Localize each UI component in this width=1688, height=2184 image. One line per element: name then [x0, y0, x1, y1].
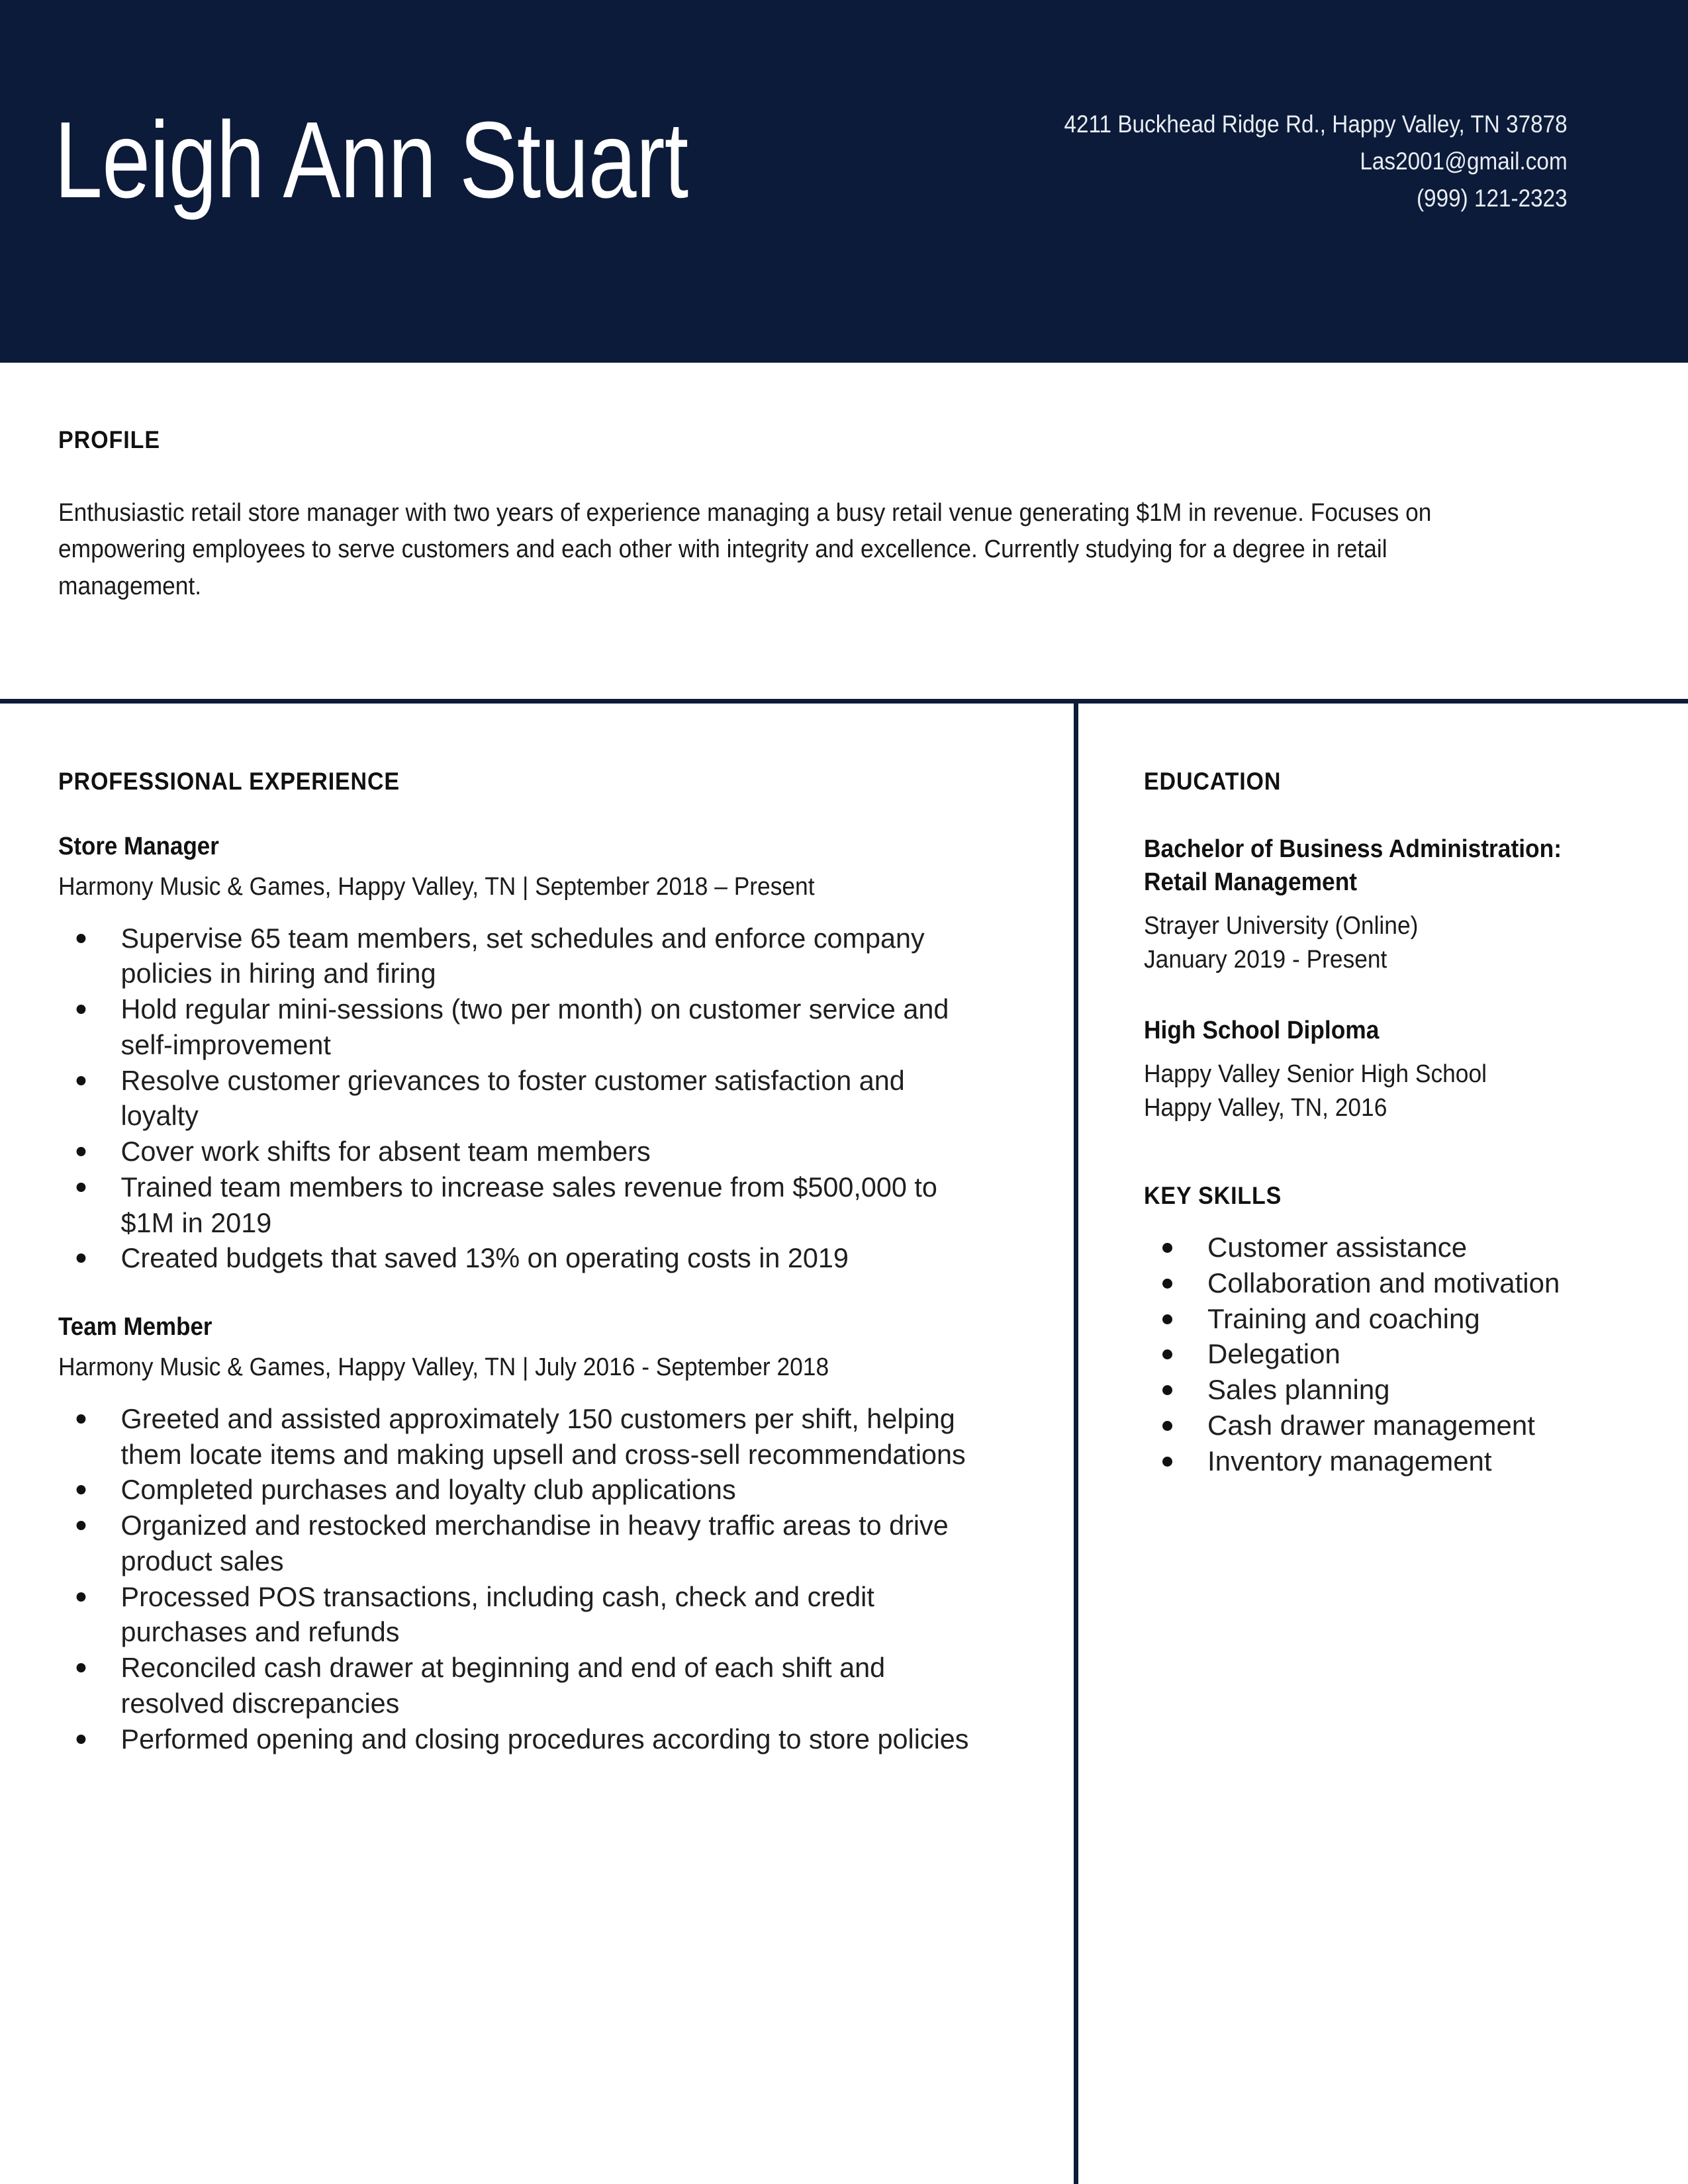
- list-item-text: Sales planning: [1207, 1374, 1390, 1406]
- bullet-dot-icon: [1162, 1457, 1172, 1467]
- job-title: Store Manager: [58, 833, 219, 860]
- list-item: [1144, 1443, 1634, 1479]
- skills-heading: KEY SKILLS: [1144, 1182, 1282, 1210]
- education-school: Strayer University (Online): [1144, 912, 1419, 940]
- list-item-text: Organized and restocked merchandise in heavy traffic areas to drive product sales: [120, 1510, 949, 1576]
- bullet-dot-icon: [77, 1663, 86, 1672]
- page-title: Leigh Ann Stuart: [54, 99, 688, 220]
- list-item: [1144, 1336, 1634, 1372]
- bullet-dot-icon: [1162, 1421, 1172, 1431]
- list-item-text: Reconciled cash drawer at beginning and end of each shift and resolved discrepancies: [120, 1652, 886, 1719]
- education-heading: EDUCATION: [1144, 768, 1282, 795]
- bullet-dot-icon: [77, 1735, 86, 1744]
- horizontal-divider: [0, 699, 1688, 704]
- job-meta: Harmony Music & Games, Happy Valley, TN | September 2018 – Present: [58, 873, 815, 901]
- experience-entry: [58, 833, 985, 1276]
- contact-address: 4211 Buckhead Ridge Rd., Happy Valley, TN 37878: [1064, 111, 1568, 138]
- experience-entry: [58, 1313, 985, 1756]
- list-item-text: Collaboration and motivation: [1207, 1267, 1560, 1298]
- list-item-text: Delegation: [1207, 1338, 1340, 1370]
- sidebar-column: [1144, 704, 1634, 1479]
- list-item-text: Resolve customer grievances to foster customer satisfaction and loyalty: [120, 1064, 905, 1132]
- profile-section: [0, 363, 1688, 700]
- bullet-dot-icon: [1162, 1385, 1172, 1395]
- job-meta: Harmony Music & Games, Happy Valley, TN | July 2016 - September 2018: [58, 1353, 829, 1382]
- bullet-dot-icon: [1162, 1314, 1172, 1324]
- list-item: [58, 921, 971, 992]
- bullet-dot-icon: [77, 1076, 86, 1085]
- bullet-dot-icon: [77, 1183, 86, 1192]
- bullet-dot-icon: [77, 1005, 86, 1014]
- job-title: Team Member: [58, 1313, 212, 1342]
- bullet-dot-icon: [1162, 1349, 1172, 1359]
- bullet-dot-icon: [77, 1414, 86, 1424]
- list-item-text: Inventory management: [1207, 1445, 1492, 1477]
- list-item-text: Training and coaching: [1207, 1302, 1480, 1334]
- list-item-text: Completed purchases and loyalty club applications: [120, 1474, 736, 1506]
- list-item-text: Greeted and assisted approximately 150 customers per shift, helping them locate items and making upsell and cross-sell recommendations: [120, 1402, 966, 1470]
- list-item-text: Customer assistance: [1207, 1232, 1468, 1263]
- education-school: Happy Valley Senior High School: [1144, 1060, 1487, 1089]
- bullet-dot-icon: [77, 1521, 86, 1530]
- list-item-text: Processed POS transactions, including cash, check and credit purchases and refunds: [120, 1580, 874, 1648]
- list-item: [58, 1134, 971, 1169]
- resume-header-band: [0, 0, 1688, 363]
- list-item: [1144, 1408, 1634, 1443]
- list-item: [1144, 1301, 1634, 1337]
- list-item: [58, 1650, 971, 1721]
- list-item: [1144, 1265, 1634, 1301]
- job-bullet-list: [58, 1401, 985, 1757]
- list-item: [58, 1063, 971, 1134]
- profile-heading: PROFILE: [58, 426, 160, 453]
- bullet-dot-icon: [77, 1485, 86, 1494]
- bullet-dot-icon: [77, 1253, 86, 1263]
- bullet-dot-icon: [77, 934, 86, 943]
- list-item-text: Hold regular mini-sessions (two per month) on customer service and self-improvement: [120, 993, 949, 1060]
- list-item: [58, 1240, 971, 1276]
- list-item-text: Cash drawer management: [1207, 1409, 1535, 1441]
- list-item: [58, 1401, 971, 1473]
- bullet-dot-icon: [77, 1147, 86, 1156]
- experience-heading: PROFESSIONAL EXPERIENCE: [58, 768, 400, 795]
- skills-list: [1144, 1230, 1634, 1479]
- contact-phone[interactable]: (999) 121-2323: [1417, 185, 1568, 212]
- education-dates: Happy Valley, TN, 2016: [1144, 1094, 1387, 1122]
- vertical-column-divider: [1074, 704, 1078, 2184]
- education-degree: Bachelor of Business Administration: Retail Management: [1144, 835, 1562, 897]
- list-item: [58, 1579, 971, 1651]
- contact-info-block: [1064, 106, 1568, 218]
- bullet-dot-icon: [1162, 1279, 1172, 1289]
- bullet-dot-icon: [77, 1592, 86, 1602]
- list-item-text: Cover work shifts for absent team members: [120, 1136, 651, 1167]
- list-item: [58, 1508, 971, 1579]
- education-dates: January 2019 - Present: [1144, 946, 1387, 974]
- bullet-dot-icon: [1162, 1243, 1172, 1253]
- education-degree: High School Diploma: [1144, 1017, 1380, 1045]
- list-item: [58, 1169, 971, 1241]
- job-bullet-list: [58, 921, 985, 1277]
- list-item: [58, 1721, 971, 1757]
- list-item-text: Performed opening and closing procedures according to store policies: [120, 1723, 969, 1754]
- profile-summary-text: Enthusiastic retail store manager with two years of experience managing a busy retail venue generating $1M in revenue. Focuses on empowering employees to serve customers and each other with integrity and excellence. Currently studying for a degree in retail management.: [58, 499, 1432, 600]
- list-item: [58, 991, 971, 1063]
- list-item-text: Supervise 65 team members, set schedules and enforce company policies in hiring and firing: [120, 922, 925, 989]
- list-item-text: Created budgets that saved 13% on operating costs in 2019: [120, 1242, 849, 1274]
- list-item: [58, 1472, 971, 1508]
- education-entry: [1144, 1014, 1634, 1125]
- experience-column: [58, 704, 985, 1756]
- list-item-text: Trained team members to increase sales revenue from $500,000 to $1M in 2019: [120, 1171, 937, 1238]
- list-item: [1144, 1372, 1634, 1408]
- contact-email[interactable]: Las2001@gmail.com: [1360, 148, 1568, 175]
- education-entry: [1144, 833, 1634, 977]
- list-item: [1144, 1230, 1634, 1265]
